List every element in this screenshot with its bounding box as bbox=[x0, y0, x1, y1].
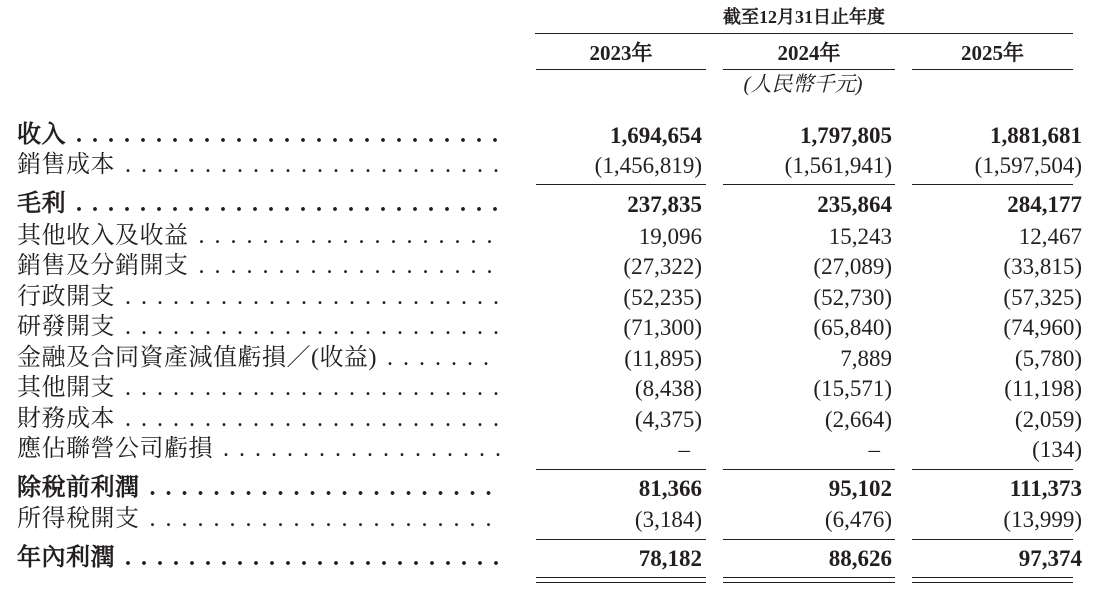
currency-note: (人民幣千元) bbox=[743, 72, 863, 96]
subtotal-rule-2023 bbox=[536, 184, 706, 185]
subtotal-rule-2024 bbox=[723, 184, 895, 185]
subtotal-rule-2025 bbox=[912, 539, 1073, 540]
value-2024: (52,730) bbox=[813, 285, 892, 310]
subtotal-rule-2023 bbox=[536, 539, 706, 540]
value-2024: 88,626 bbox=[828, 546, 892, 571]
table-row bbox=[0, 121, 1100, 150]
row-label: 應佔聯營公司虧損 . . . bbox=[17, 435, 500, 464]
row-label: 年內利潤 . . . bbox=[17, 544, 500, 573]
value-2023: 81,366 bbox=[638, 476, 702, 501]
table-row bbox=[0, 222, 1100, 251]
year-header-2023: 2023年 bbox=[589, 41, 653, 65]
table-row bbox=[0, 435, 1100, 464]
value-2023: 78,182 bbox=[638, 546, 702, 571]
value-2024: – bbox=[868, 437, 880, 462]
row-label: 銷售及分銷開支 . . . bbox=[17, 252, 500, 281]
value-2023: (4,375) bbox=[634, 407, 702, 432]
total-double-rule-2024 bbox=[723, 577, 895, 583]
value-2025: 12,467 bbox=[1018, 224, 1082, 249]
header-rule bbox=[535, 33, 1073, 34]
subtotal-rule-2024 bbox=[723, 469, 895, 470]
table-row bbox=[0, 190, 1100, 219]
year-header-2025: 2025年 bbox=[961, 41, 1024, 65]
value-2023: 19,096 bbox=[638, 224, 702, 249]
value-2024: 15,243 bbox=[828, 224, 892, 249]
subtotal-rule-2023 bbox=[536, 469, 706, 470]
row-label: 銷售成本 . . . bbox=[17, 151, 500, 180]
year-rule-2025 bbox=[912, 69, 1073, 70]
value-2023: 1,694,654 bbox=[610, 123, 702, 148]
table-row bbox=[0, 151, 1100, 180]
value-2025: (57,325) bbox=[1003, 285, 1082, 310]
value-2024: (6,476) bbox=[824, 507, 892, 532]
value-2025: (11,198) bbox=[1004, 376, 1082, 401]
row-label: 行政開支 . . . bbox=[17, 283, 500, 312]
table-row bbox=[0, 544, 1100, 573]
row-label: 金融及合同資產減值虧損／(收益) . . . bbox=[17, 344, 500, 373]
value-2024: (2,664) bbox=[824, 407, 892, 432]
total-double-rule-2023 bbox=[536, 577, 706, 583]
table-row bbox=[0, 505, 1100, 534]
year-header-2024: 2024年 bbox=[777, 41, 841, 65]
row-label: 除稅前利潤 . . . bbox=[17, 474, 500, 503]
value-2024: 95,102 bbox=[828, 476, 892, 501]
value-2024: (15,571) bbox=[813, 376, 892, 401]
value-2025: (1,597,504) bbox=[974, 153, 1082, 178]
value-2025: 284,177 bbox=[1007, 192, 1082, 217]
value-2023: – bbox=[678, 437, 690, 462]
value-2023: (11,895) bbox=[624, 346, 702, 371]
subtotal-rule-2024 bbox=[723, 539, 895, 540]
value-2023: (8,438) bbox=[634, 376, 702, 401]
row-label: 其他收入及收益 . . . bbox=[17, 222, 500, 251]
table-row bbox=[0, 252, 1100, 281]
value-2024: 235,864 bbox=[817, 192, 892, 217]
value-2023: 237,835 bbox=[627, 192, 702, 217]
row-label: 研發開支 . . . bbox=[17, 313, 500, 342]
value-2024: (65,840) bbox=[813, 315, 892, 340]
value-2025: (33,815) bbox=[1003, 254, 1082, 279]
value-2025: (2,059) bbox=[1014, 407, 1082, 432]
table-row bbox=[0, 313, 1100, 342]
value-2024: 1,797,805 bbox=[800, 123, 892, 148]
year-rule-2023 bbox=[536, 69, 706, 70]
row-label: 毛利 . . . bbox=[17, 190, 500, 219]
row-label: 收入 . . . bbox=[17, 121, 500, 150]
row-label: 財務成本 . . . bbox=[17, 405, 500, 434]
value-2023: (27,322) bbox=[623, 254, 702, 279]
value-2023: (52,235) bbox=[623, 285, 702, 310]
subtotal-rule-2025 bbox=[912, 469, 1073, 470]
value-2024: 7,889 bbox=[840, 346, 892, 371]
value-2023: (71,300) bbox=[623, 315, 702, 340]
table-row bbox=[0, 344, 1100, 373]
value-2025: (13,999) bbox=[1003, 507, 1082, 532]
table-row bbox=[0, 405, 1100, 434]
value-2025: 97,374 bbox=[1018, 546, 1082, 571]
row-label: 其他開支 . . . bbox=[17, 374, 500, 403]
row-label: 所得稅開支 . . . bbox=[17, 505, 500, 534]
table-row bbox=[0, 474, 1100, 503]
table-row bbox=[0, 283, 1100, 312]
value-2025: (134) bbox=[1032, 437, 1082, 462]
value-2024: (27,089) bbox=[813, 254, 892, 279]
value-2025: 1,881,681 bbox=[990, 123, 1082, 148]
value-2023: (3,184) bbox=[634, 507, 702, 532]
value-2025: 111,373 bbox=[1009, 476, 1082, 501]
value-2025: (5,780) bbox=[1014, 346, 1082, 371]
value-2023: (1,456,819) bbox=[594, 153, 702, 178]
subtotal-rule-2025 bbox=[912, 184, 1073, 185]
table-row bbox=[0, 374, 1100, 403]
value-2024: (1,561,941) bbox=[784, 153, 892, 178]
total-double-rule-2025 bbox=[912, 577, 1073, 583]
period-header: 截至12月31日止年度 bbox=[723, 7, 885, 27]
value-2025: (74,960) bbox=[1003, 315, 1082, 340]
